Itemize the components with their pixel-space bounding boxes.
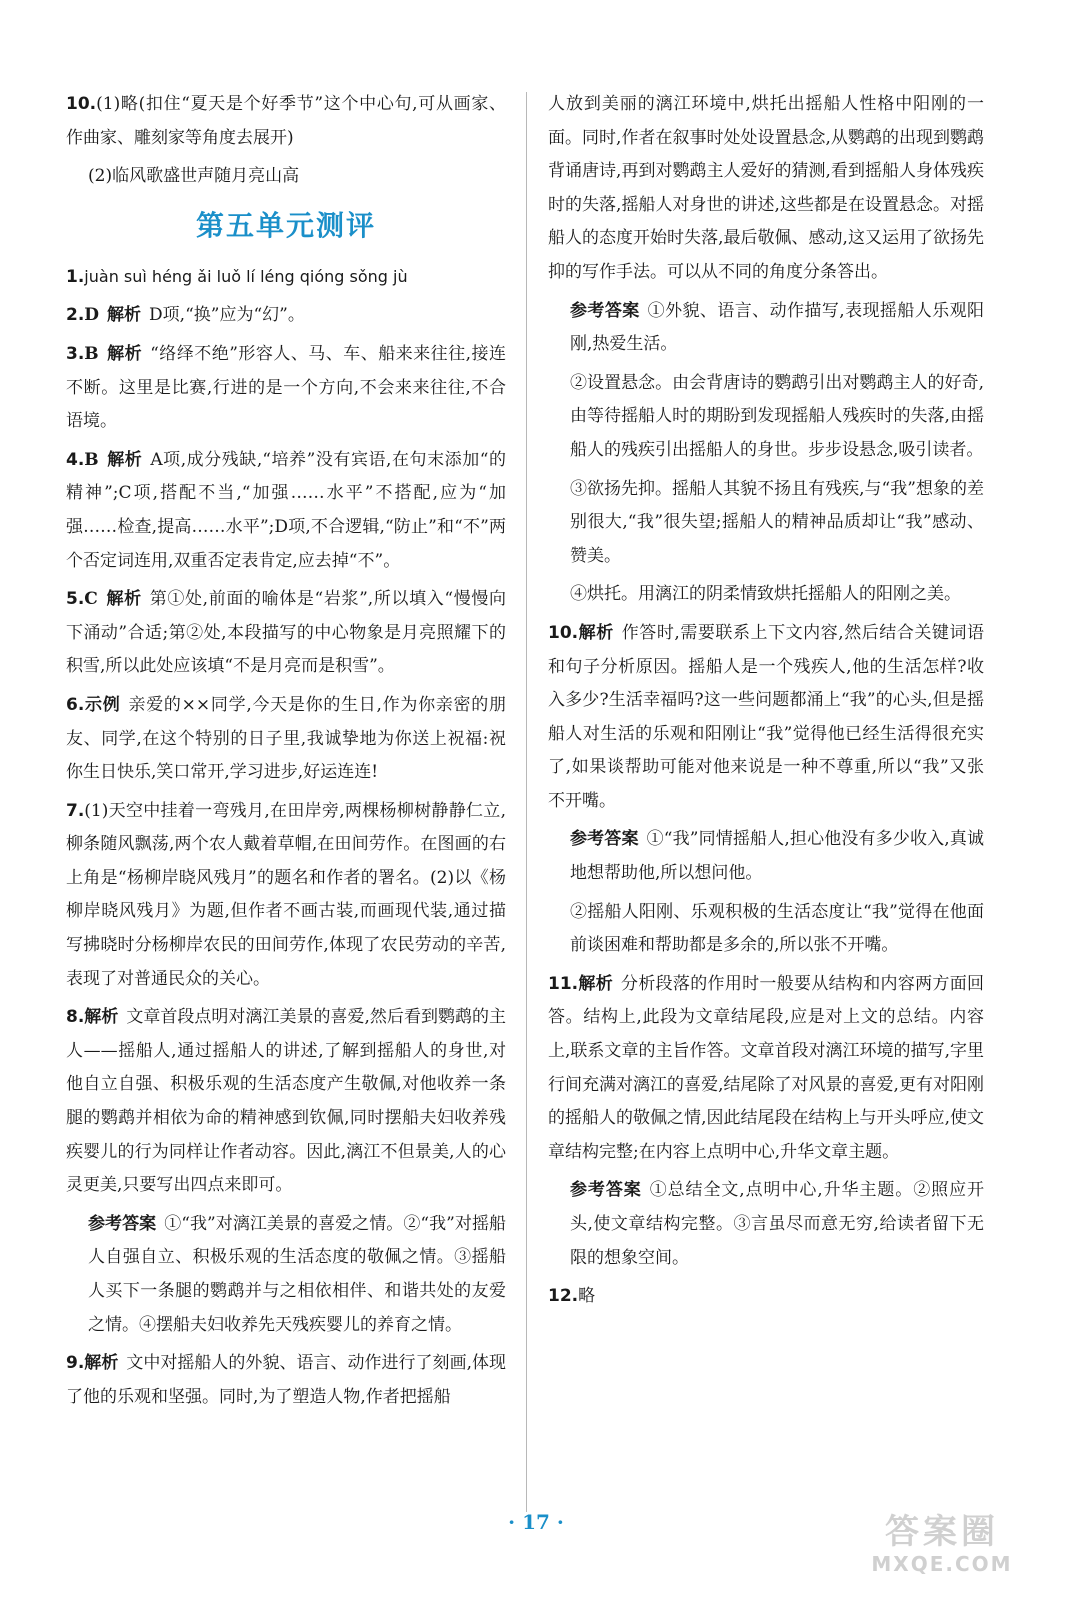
answer-item-8-reference: 参考答案 ①“我”对漓江美景的喜爱之情。②“我”对摇船人自强自立、积极乐观的生活态度的敬佩之情。③摇船人买下一条腿的鹦鹉并与之相依相伴、和谐共处的友爱之情。④摆船夫妇收养先天残疾婴儿的养育之情。 — [88, 1213, 507, 1335]
answer-item-11-reference: 参考答案 ①总结全文,点明中心,升华主题。②照应开头,使文章结构完整。③言虽尽而意无穷,给读者留下无限的想象空间。 — [570, 1180, 984, 1268]
left-column — [66, 88, 506, 1419]
answer-item-11: 11.解析 分析段落的作用时一般要从结构和内容两方面回答。结构上,此段为文章结尾段,应是对上文的总结。内容上,联系文章的主旨作答。文章首段对漓江环境的描写,字里行间充满对漓江的喜爱,结尾除了对风景的喜爱,更有对阳刚的摇船人的敬佩之情,因此结尾段在结构上与开头呼应,使文章结构完整;在内容上点明中心,升华文章主题。 — [548, 973, 985, 1162]
watermark: 答案圈 MXQE.COM — [871, 1512, 1013, 1576]
answer-item-7: 7.(1)天空中挂着一弯残月,在田岸旁,两棵杨柳树静静仁立,柳条随风飘荡,两个农人戴着草帽,在田间劳作。在图画的右上角是“杨柳岸晓风残月”的题名和作者的署名。(2)以《杨柳岸晓风残月》为题,但作者不画古装,而画现代装,通过描写拂晓时分杨柳岸农民的田间劳作,体现了农民劳动的辛苦,表现了对普通民众的关心。 — [66, 800, 506, 989]
pinyin-answer: juàn suì héng ǎi luǒ lí léng qióng sǒng jù — [84, 266, 408, 286]
answer-item-1: 1.juàn suì héng ǎi luǒ lí léng qióng sǒng jù — [66, 266, 408, 287]
answer-item-10-prev-part2: (2)临风歌盛世声随月亮山高 — [88, 166, 300, 187]
answer-item-4: 4.B 解析 A项,成分残缺,“培养”没有宾语,在句末添加“的精神”;C项,搭配不当,“加强……水平”不搭配,应为“加强……检查,提高……水平”;D项,不合逻辑,“防止”和“不”两个否定词连用,双重否定表肯定,应去掉“不”。 — [66, 449, 507, 571]
answer-item-12: 12.略 — [548, 1286, 596, 1307]
answer-item-8: 8.解析 文章首段点明对漓江美景的喜爱,然后看到鹦鹉的主人——摇船人,通过摇船人的讲述,了解到摇船人的身世,对他自立自强、积极乐观的生活态度产生敬佩,对他收养一条腿的鹦鹉并相依为命的精神感到钦佩,同时摆船夫妇收养残疾婴儿的行为同样让作者动容。因此,漓江不但景美,人的心灵更美,只要写出四点来即可。 — [66, 1007, 507, 1196]
column-divider — [526, 92, 527, 1512]
answer-item-9-reference-2: ②设置悬念。由会背唐诗的鹦鹉引出对鹦鹉主人的好奇,由等待摇船人时的期盼到发现摇船人残疾时的失落,由摇船人的残疾引出摇船人的身世。步步设悬念,吸引读者。 — [570, 372, 984, 460]
answer-item-10-reference-2: ②摇船人阳刚、乐观积极的生活态度让“我”觉得在他面前谈困难和帮助都是多余的,所以张不开嘴。 — [570, 901, 984, 956]
answer-item-9-reference-3: ③欲扬先抑。摇船人其貌不扬且有残疾,与“我”想象的差别很大,“我”很失望;摇船人的精神品质却让“我”感动、赞美。 — [570, 478, 984, 566]
answer-item-2: 2.D 解析 D项,“换”应为“幻”。 — [66, 305, 305, 326]
answer-item-9: 9.解析 文中对摇船人的外貌、语言、动作进行了刻画,体现了他的乐观和坚强。同时,为了塑造人物,作者把摇船 — [66, 1353, 507, 1407]
answer-item-3: 3.B 解析 “络绎不绝”形容人、马、车、船来来往往,接连不断。这里是比赛,行进的是一个方向,不会来来往往,不合语境。 — [66, 343, 506, 432]
answer-item-5: 5.C 解析 第①处,前面的喻体是“岩浆”,所以填入“慢慢向下涌动”合适;第②处,本段描写的中心物象是月亮照耀下的积雪,所以此处应该填“不是月亮而是积雪”。 — [66, 589, 507, 677]
answer-item-9-reference-4: ④烘托。用漓江的阴柔情致烘托摇船人的阳刚之美。 — [570, 584, 961, 605]
answer-item-9-reference-1: 参考答案 ①外貌、语言、动作描写,表现摇船人乐观阳刚,热爱生活。 — [570, 300, 985, 355]
right-column — [548, 88, 984, 1319]
answer-item-10-reference-1: 参考答案 ①“我”同情摇船人,担心他没有多少收入,真诚地想帮助他,所以想问他。 — [570, 829, 984, 884]
answer-item-10: 10.解析 作答时,需要联系上下文内容,然后结合关键词语和句子分析原因。摇船人是一个残疾人,他的生活怎样?收入多少?生活幸福吗?这一些问题都涌上“我”的心头,但是摇船人对生活的乐观和阳刚让“我”觉得他已经生活得很充实了,如果谈帮助可能对他来说是一种不尊重,所以“我”又张不开嘴。 — [548, 622, 985, 811]
answer-item-9-continued: 人放到美丽的漓江环境中,烘托出摇船人性格中阳刚的一面。同时,作者在叙事时处处设置悬念,从鹦鹉的出现到鹦鹉背诵唐诗,再到对鹦鹉主人爱好的猜测,看到摇船人身体残疾时的失落,摇船人对身世的讲述,这些都是在设置悬念。对摇船人的态度开始时失落,最后敬佩、感动,这又运用了欲扬先抑的写作手法。可以从不同的角度分条答出。 — [548, 94, 984, 282]
section-title: 第五单元测评 — [195, 208, 376, 242]
answer-item-10-prev: 10.(1)略(扣住“夏天是个好季节”这个中心句,可从画家、作曲家、雕刻家等角度去展开) — [66, 94, 506, 148]
page-number: · 17 · — [508, 1510, 564, 1534]
answer-item-6: 6.示例 亲爱的××同学,今天是你的生日,作为你亲密的朋友、同学,在这个特别的日子里,我诚挚地为你送上祝福:祝你生日快乐,笑口常开,学习进步,好运连连! — [66, 694, 507, 783]
